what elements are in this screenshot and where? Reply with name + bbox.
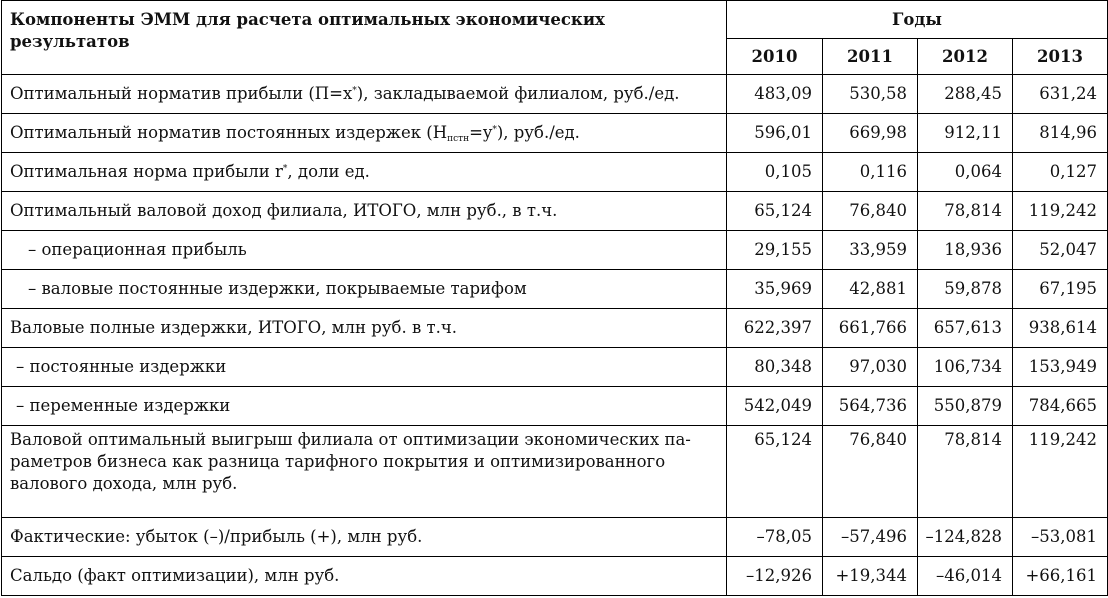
- cell-value: 78,814: [918, 192, 1013, 231]
- components-header: Компоненты ЭММ для расчета оптимальных экономических результатов: [2, 1, 727, 75]
- cell-value: 288,45: [918, 75, 1013, 114]
- row-label: Валовой оптимальный выигрыш филиала от оптимизации экономических па- раметров бизнеса как разница тарифного покрытия и оптимизированного валового дохода, млн руб.: [2, 426, 727, 518]
- cell-value: 106,734: [918, 348, 1013, 387]
- cell-value: 97,030: [823, 348, 918, 387]
- table-row-optimal-gain: [2, 426, 1108, 518]
- row-label: – валовые постоянные издержки, покрываемые тарифом: [2, 270, 727, 309]
- table-row-profit-norm: [2, 75, 1108, 114]
- cell-value: 80,348: [727, 348, 823, 387]
- row-label: Сальдо (факт оптимизации), млн руб.: [2, 557, 727, 596]
- cell-value: 42,881: [823, 270, 918, 309]
- cell-value: 564,736: [823, 387, 918, 426]
- cell-value: –124,828: [918, 518, 1013, 557]
- cell-value: +66,161: [1013, 557, 1108, 596]
- years-header: Годы: [727, 1, 1108, 39]
- table-row-balance: [2, 557, 1108, 596]
- table-row-profit-rate: [2, 153, 1108, 192]
- year-header-2010: 2010: [727, 39, 823, 75]
- row-label: – постоянные издержки: [2, 348, 727, 387]
- year-header-2011: 2011: [823, 39, 918, 75]
- cell-value: 76,840: [823, 426, 918, 518]
- cell-value: 59,878: [918, 270, 1013, 309]
- row-label: Оптимальный норматив прибыли (П=x*), закладываемой филиалом, руб./ед.: [2, 75, 727, 114]
- cell-value: 153,949: [1013, 348, 1108, 387]
- table-row-gross-fixed-covered: [2, 270, 1108, 309]
- cell-value: –78,05: [727, 518, 823, 557]
- cell-value: 67,195: [1013, 270, 1108, 309]
- cell-value: 78,814: [918, 426, 1013, 518]
- cell-value: 912,11: [918, 114, 1013, 153]
- row-label: Оптимальная норма прибыли r*, доли ед.: [2, 153, 727, 192]
- cell-value: –57,496: [823, 518, 918, 557]
- cell-value: 784,665: [1013, 387, 1108, 426]
- row-label: Оптимальный валовой доход филиала, ИТОГО, млн руб., в т.ч.: [2, 192, 727, 231]
- cell-value: 631,24: [1013, 75, 1108, 114]
- cell-value: 0,127: [1013, 153, 1108, 192]
- cell-value: 35,969: [727, 270, 823, 309]
- cell-value: +19,344: [823, 557, 918, 596]
- row-label: – переменные издержки: [2, 387, 727, 426]
- cell-value: 119,242: [1013, 426, 1108, 518]
- row-label: – операционная прибыль: [2, 231, 727, 270]
- table-row-actual-result: [2, 518, 1108, 557]
- cell-value: 622,397: [727, 309, 823, 348]
- cell-value: –53,081: [1013, 518, 1108, 557]
- table-row-operating-profit: [2, 231, 1108, 270]
- cell-value: 661,766: [823, 309, 918, 348]
- cell-value: 65,124: [727, 192, 823, 231]
- cell-value: 76,840: [823, 192, 918, 231]
- cell-value: 52,047: [1013, 231, 1108, 270]
- cell-value: –12,926: [727, 557, 823, 596]
- table-row-fixed-costs: [2, 348, 1108, 387]
- row-label: Валовые полные издержки, ИТОГО, млн руб. в т.ч.: [2, 309, 727, 348]
- cell-value: 596,01: [727, 114, 823, 153]
- cell-value: 33,959: [823, 231, 918, 270]
- year-header-2013: 2013: [1013, 39, 1108, 75]
- table-row-gross-income: [2, 192, 1108, 231]
- table-row-variable-costs: [2, 387, 1108, 426]
- cell-value: –46,014: [918, 557, 1013, 596]
- cell-value: 550,879: [918, 387, 1013, 426]
- year-header-2012: 2012: [918, 39, 1013, 75]
- cell-value: 657,613: [918, 309, 1013, 348]
- table-row-fixed-cost-norm: [2, 114, 1108, 153]
- row-label: Фактические: убыток (–)/прибыль (+), млн руб.: [2, 518, 727, 557]
- cell-value: 669,98: [823, 114, 918, 153]
- cell-value: 119,242: [1013, 192, 1108, 231]
- cell-value: 18,936: [918, 231, 1013, 270]
- cell-value: 938,614: [1013, 309, 1108, 348]
- cell-value: 0,116: [823, 153, 918, 192]
- row-label: Оптимальный норматив постоянных издержек $(Н_{пстн}=y^*)$, руб./ед.: [2, 114, 727, 153]
- table-row-gross-total-costs: [2, 309, 1108, 348]
- cell-value: 29,155: [727, 231, 823, 270]
- cell-value: 65,124: [727, 426, 823, 518]
- cell-value: 0,105: [727, 153, 823, 192]
- cell-value: 0,064: [918, 153, 1013, 192]
- cell-value: 530,58: [823, 75, 918, 114]
- cell-value: 814,96: [1013, 114, 1108, 153]
- economic-results-table: [1, 0, 1108, 596]
- cell-value: 483,09: [727, 75, 823, 114]
- cell-value: 542,049: [727, 387, 823, 426]
